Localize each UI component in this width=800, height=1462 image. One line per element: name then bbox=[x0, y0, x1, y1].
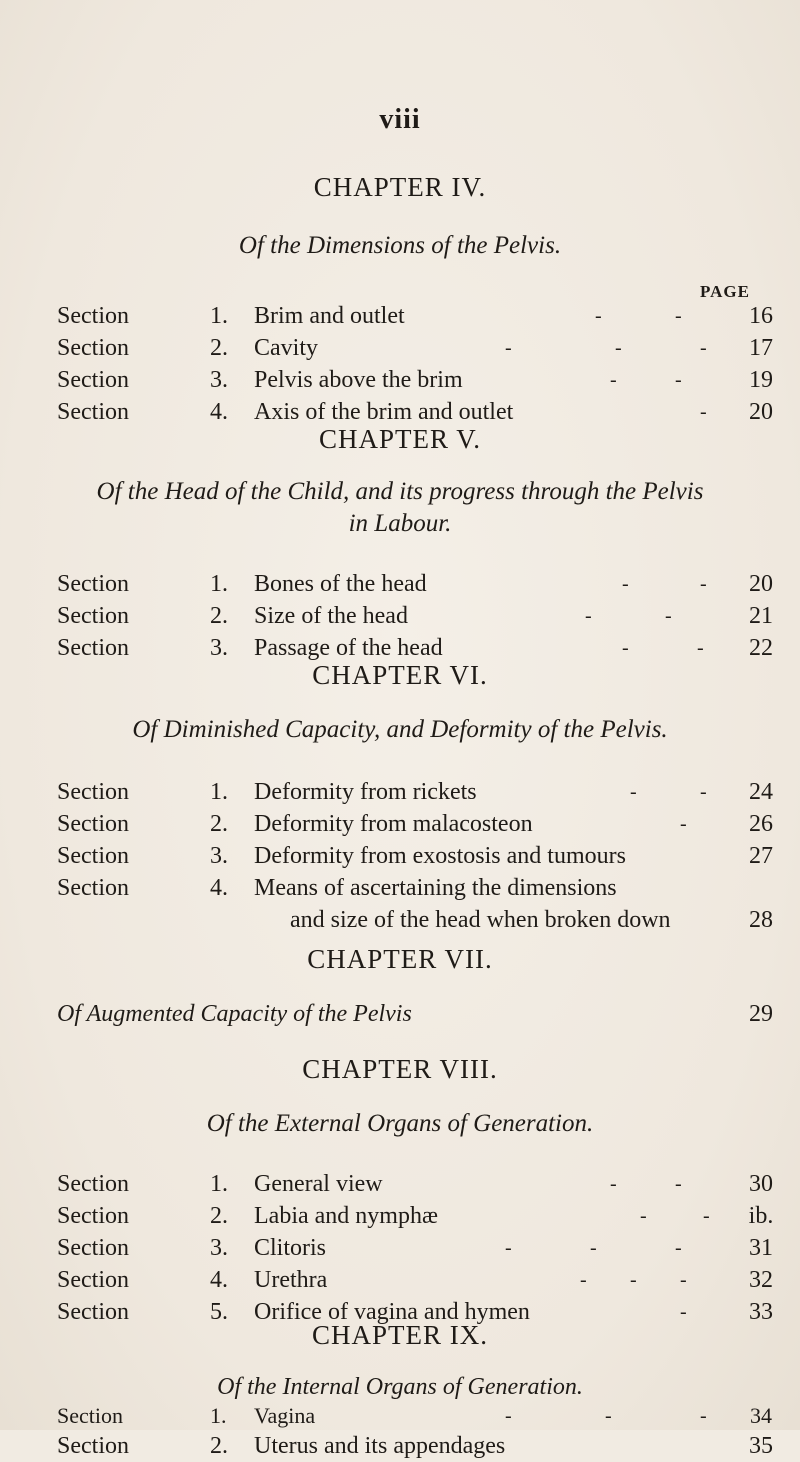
chapter-6-heading: CHAPTER VI. bbox=[312, 660, 488, 690]
toc-entry: Section 1. General view - - 30 bbox=[57, 1171, 773, 1197]
chapter-9-heading: CHAPTER IX. bbox=[311, 1320, 488, 1350]
toc-entry: Section 2. Cavity - - - 17 bbox=[57, 335, 773, 361]
chapter-5-heading: CHAPTER V. bbox=[318, 424, 482, 454]
toc-entry: Section 3. Pelvis above the brim - - 19 bbox=[57, 367, 773, 393]
toc-entry: Section 5. Orifice of vagina and hymen - 33 bbox=[57, 1299, 773, 1325]
chapter-7-heading: CHAPTER VII. bbox=[307, 944, 493, 974]
chapter-6-subtitle: Of Diminished Capacity, and Deformity of the Pelvis. bbox=[132, 716, 668, 743]
chapter-5-sections bbox=[0, 568, 800, 664]
toc-entry: Section 3. Deformity from exostosis and tumours 27 bbox=[57, 843, 773, 869]
toc-entry: Section 3. Clitoris - - - 31 bbox=[57, 1235, 773, 1261]
toc-entry: Section 4. Means of ascertaining the dimensions bbox=[57, 875, 617, 901]
chapter-9-subtitle: Of the Internal Organs of Generation. bbox=[217, 1374, 583, 1400]
toc-entry: Section 1. Brim and outlet - - 16 bbox=[57, 303, 773, 329]
chapter-4-subtitle: Of the Dimensions of the Pelvis. bbox=[238, 232, 562, 259]
toc-entry: Section 2. Deformity from malacosteon - 26 bbox=[57, 811, 773, 837]
toc-entry-continuation: and size of the head when broken down 28 bbox=[290, 907, 773, 933]
toc-entry: Section 1. Vagina - - - 34 bbox=[57, 1403, 772, 1428]
chapter-4-heading: CHAPTER IV. bbox=[313, 172, 487, 202]
chapter-8-sections bbox=[0, 1168, 800, 1328]
chapter-5-subtitle-cont: in Labour. bbox=[348, 510, 452, 537]
page-number: viii bbox=[379, 104, 421, 135]
toc-entry: Section 4. Axis of the brim and outlet - 20 bbox=[57, 399, 773, 425]
chapter-8-heading: CHAPTER VIII. bbox=[302, 1054, 498, 1084]
chapter-9-sections bbox=[0, 1402, 800, 1430]
chapter-8-subtitle: Of the External Organs of Generation. bbox=[206, 1110, 594, 1137]
page-column-label: PAGE bbox=[700, 282, 750, 301]
chapter-7-subtitle: Of Augmented Capacity of the Pelvis bbox=[57, 1001, 412, 1027]
toc-entry: Section 4. Urethra - - - 32 bbox=[57, 1267, 773, 1293]
chapter-4-sections bbox=[0, 300, 800, 428]
toc-entry: Section 2. Size of the head - - 21 bbox=[57, 603, 773, 629]
toc-entry: Section 1. Bones of the head - - 20 bbox=[57, 571, 773, 597]
toc-entry: Section 2. Labia and nymphæ - - ib. bbox=[57, 1203, 774, 1229]
toc-entry: Section 1. Deformity from rickets - - 24 bbox=[57, 779, 773, 805]
toc-entry: Of Augmented Capacity of the Pelvis 29 bbox=[0, 998, 800, 1030]
toc-entry: Section 3. Passage of the head - - 22 bbox=[57, 635, 773, 661]
chapter-5-subtitle: Of the Head of the Child, and its progress through the Pelvis bbox=[96, 478, 704, 505]
toc-entry: Section 2. Uterus and its appendages 35 bbox=[57, 1433, 773, 1459]
chapter-7-entry bbox=[0, 998, 800, 1030]
chapter-9-sections-overflow bbox=[0, 1430, 800, 1462]
chapter-6-sections bbox=[0, 776, 800, 936]
